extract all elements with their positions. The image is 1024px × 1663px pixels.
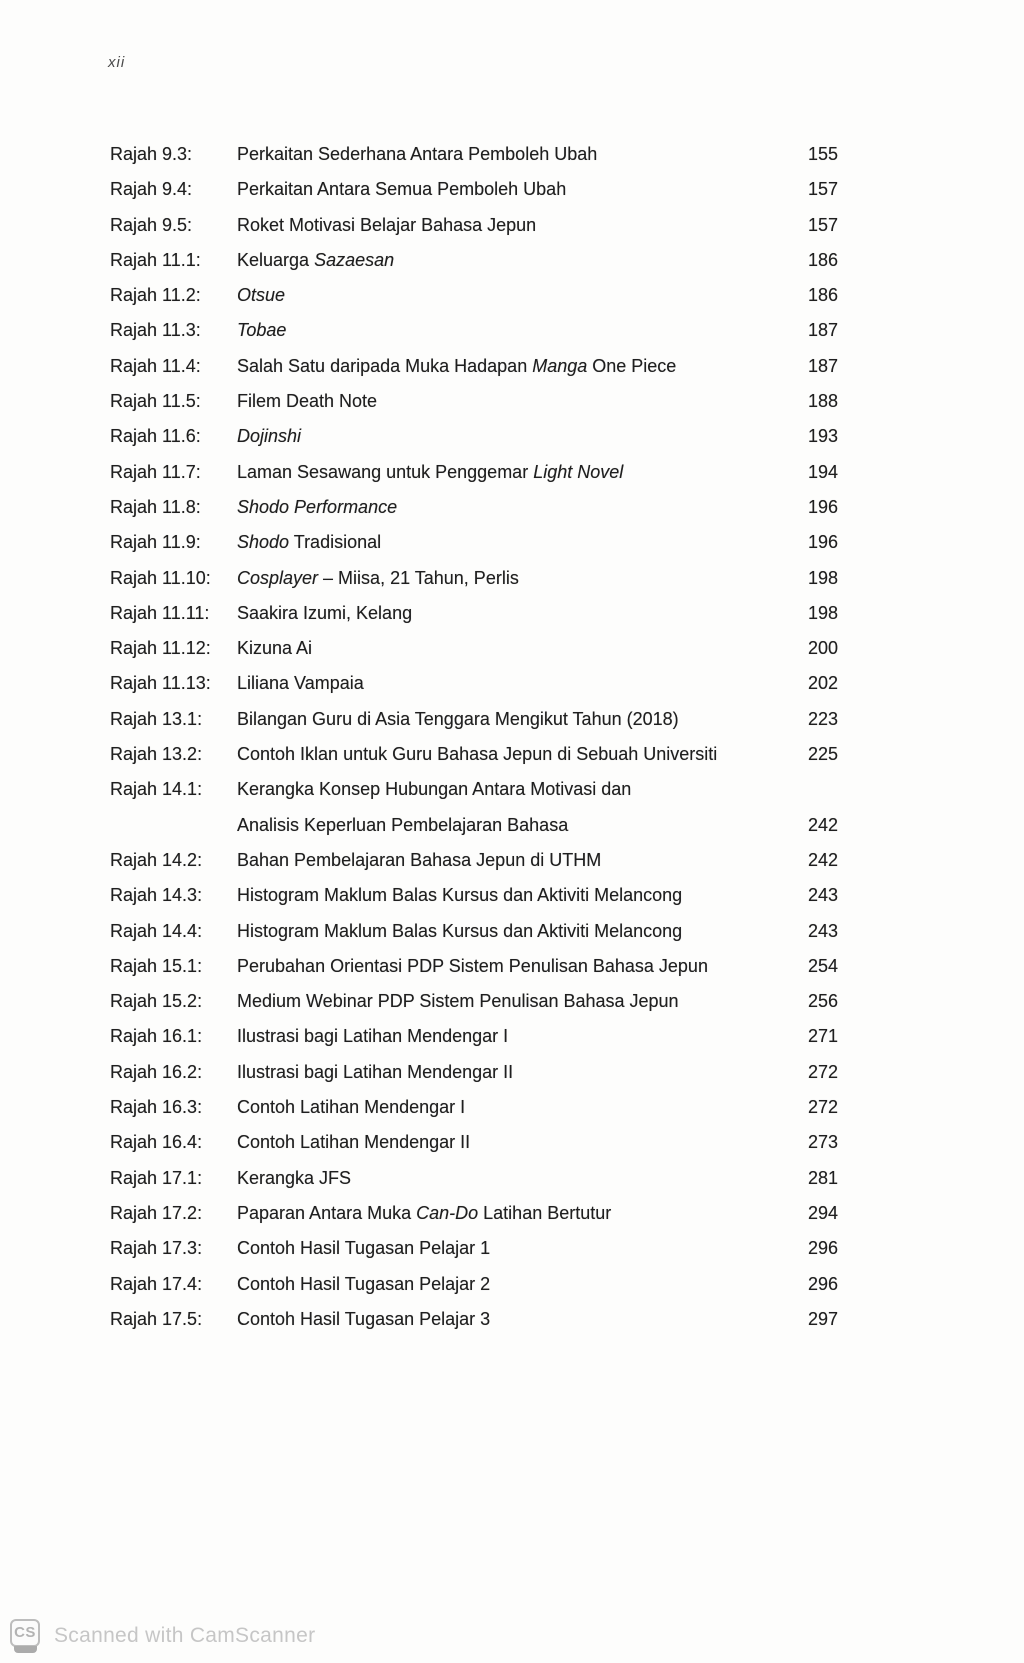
figure-title: Laman Sesawang untuk Penggemar Light Novel xyxy=(237,461,624,482)
figure-page-number: 271 xyxy=(807,1026,838,1047)
figure-list-row xyxy=(110,455,838,490)
figure-list-row xyxy=(110,490,838,525)
figure-label: Rajah 14.1: xyxy=(110,779,203,800)
figure-title: Otsue xyxy=(237,285,286,306)
figure-label: Rajah 14.3: xyxy=(110,885,203,906)
figure-list-row xyxy=(110,737,838,772)
figure-title: Saakira Izumi, Kelang xyxy=(237,602,413,623)
figure-list-row xyxy=(110,914,838,949)
figure-list-row xyxy=(110,137,838,172)
figure-page-number: 157 xyxy=(807,179,838,200)
figure-page-number: 296 xyxy=(807,1273,838,1294)
figure-page-number: 254 xyxy=(807,955,838,976)
figure-title: Medium Webinar PDP Sistem Penulisan Bahasa Jepun xyxy=(237,991,679,1012)
figure-title: Kerangka Konsep Hubungan Antara Motivasi dan xyxy=(237,779,632,800)
figure-label: Rajah 11.4: xyxy=(110,355,201,376)
figure-list-row xyxy=(110,1302,838,1337)
figure-page-number: 196 xyxy=(807,496,838,517)
figure-title: Contoh Latihan Mendengar I xyxy=(237,1097,466,1118)
figure-label: Rajah 14.2: xyxy=(110,849,203,870)
figure-title: Salah Satu daripada Muka Hadapan Manga One Piece xyxy=(237,355,677,376)
figure-title: Liliana Vampaia xyxy=(237,673,364,694)
page-number-roman: xii xyxy=(108,54,126,71)
figure-list-row xyxy=(110,1231,838,1266)
figure-label: Rajah 11.3: xyxy=(110,320,201,341)
figure-page-number: 187 xyxy=(807,355,838,376)
figure-label: Rajah 9.5: xyxy=(110,214,193,235)
figure-page-number: 243 xyxy=(807,885,838,906)
figure-label: Rajah 16.4: xyxy=(110,1132,203,1153)
cs-badge-tab xyxy=(14,1646,37,1653)
figure-label: Rajah 11.6: xyxy=(110,426,201,447)
figure-title: Ilustrasi bagi Latihan Mendengar II xyxy=(237,1061,514,1082)
figure-title: Histogram Maklum Balas Kursus dan Aktiviti Melancong xyxy=(237,885,683,906)
figure-title: Bahan Pembelajaran Bahasa Jepun di UTHM xyxy=(237,849,602,870)
figure-list-row xyxy=(110,419,838,454)
figure-list-row xyxy=(110,525,838,560)
figure-label: Rajah 17.3: xyxy=(110,1238,203,1259)
figure-list-row xyxy=(110,1196,838,1231)
camscanner-footer xyxy=(10,1619,315,1653)
figure-page-number: 193 xyxy=(807,426,838,447)
figure-label: Rajah 11.10: xyxy=(110,567,211,588)
figure-page-number: 272 xyxy=(807,1061,838,1082)
figure-title: Analisis Keperluan Pembelajaran Bahasa xyxy=(237,814,569,835)
figure-page-number: 186 xyxy=(807,249,838,270)
figure-title: Filem Death Note xyxy=(237,391,378,412)
figure-page-number: 198 xyxy=(807,567,838,588)
figure-title: Cosplayer – Miisa, 21 Tahun, Perlis xyxy=(237,567,519,588)
figure-page-number: 157 xyxy=(807,214,838,235)
figure-list-row xyxy=(110,1090,838,1125)
figure-list-row xyxy=(110,808,838,843)
figure-label: Rajah 17.1: xyxy=(110,1167,203,1188)
figure-list-row xyxy=(110,702,838,737)
figure-page-number: 223 xyxy=(807,708,838,729)
figure-title: Kerangka JFS xyxy=(237,1167,352,1188)
figure-title: Contoh Iklan untuk Guru Bahasa Jepun di Sebuah Universiti xyxy=(237,744,718,765)
figure-list-row xyxy=(110,772,838,807)
figure-title: Shodo Tradisional xyxy=(237,532,382,553)
figure-label: Rajah 14.4: xyxy=(110,920,203,941)
figure-label: Rajah 11.5: xyxy=(110,391,201,412)
figure-list-row xyxy=(110,984,838,1019)
figure-page-number: 243 xyxy=(807,920,838,941)
figure-list-row xyxy=(110,172,838,207)
cs-badge-label: CS xyxy=(10,1619,40,1647)
figure-title: Roket Motivasi Belajar Bahasa Jepun xyxy=(237,214,537,235)
figure-list-row xyxy=(110,596,838,631)
figure-title: Contoh Latihan Mendengar II xyxy=(237,1132,471,1153)
figure-list-row xyxy=(110,278,838,313)
figure-label: Rajah 11.12: xyxy=(110,638,211,659)
figure-page-number: 242 xyxy=(807,849,838,870)
figure-list-row xyxy=(110,949,838,984)
figure-list-row xyxy=(110,313,838,348)
figure-list-row xyxy=(110,666,838,701)
figure-title: Perkaitan Antara Semua Pemboleh Ubah xyxy=(237,179,567,200)
figure-list-row xyxy=(110,1161,838,1196)
figure-label: Rajah 17.4: xyxy=(110,1273,203,1294)
figure-label: Rajah 16.1: xyxy=(110,1026,203,1047)
figure-page-number: 272 xyxy=(807,1097,838,1118)
figure-label: Rajah 9.3: xyxy=(110,144,193,164)
figure-label: Rajah 11.1: xyxy=(110,249,201,270)
figure-page-number: 225 xyxy=(807,744,838,765)
figure-page-number: 256 xyxy=(807,991,838,1012)
figure-title: Shodo Performance xyxy=(237,496,398,517)
list-of-figures xyxy=(110,137,838,1337)
figure-title: Perkaitan Sederhana Antara Pemboleh Ubah xyxy=(237,144,598,164)
figure-page-number: 296 xyxy=(807,1238,838,1259)
figure-page-number: 202 xyxy=(807,673,838,694)
figure-list-row xyxy=(110,208,838,243)
figure-title: Tobae xyxy=(237,320,287,341)
figure-label: Rajah 11.13: xyxy=(110,673,211,694)
figure-label: Rajah 11.2: xyxy=(110,285,201,306)
figure-label: Rajah 16.2: xyxy=(110,1061,203,1082)
figure-page-number: 200 xyxy=(807,638,838,659)
figure-title: Histogram Maklum Balas Kursus dan Aktiviti Melancong xyxy=(237,920,683,941)
figure-list-row xyxy=(110,243,838,278)
figure-page-number: 242 xyxy=(807,814,838,835)
figure-title: Keluarga Sazaesan xyxy=(237,249,395,270)
figure-title: Contoh Hasil Tugasan Pelajar 3 xyxy=(237,1308,491,1329)
camscanner-logo-icon xyxy=(10,1619,42,1653)
figure-list-row xyxy=(110,349,838,384)
figure-title: Contoh Hasil Tugasan Pelajar 2 xyxy=(237,1273,491,1294)
figure-list-row xyxy=(110,561,838,596)
figure-label: Rajah 11.7: xyxy=(110,461,201,482)
figure-page-number: 297 xyxy=(807,1308,838,1329)
figure-page-number: 273 xyxy=(807,1132,838,1153)
figure-label: Rajah 11.9: xyxy=(110,532,201,553)
camscanner-footer-text: Scanned with CamScanner xyxy=(54,1624,316,1647)
figure-page-number: 194 xyxy=(807,461,838,482)
figure-label: Rajah 15.2: xyxy=(110,991,203,1012)
figure-page-number: 188 xyxy=(807,391,838,412)
figure-title: Bilangan Guru di Asia Tenggara Mengikut Tahun (2018) xyxy=(237,708,679,729)
figure-list-row xyxy=(110,1055,838,1090)
figure-label: Rajah 9.4: xyxy=(110,179,193,200)
figure-list-row xyxy=(110,1019,838,1054)
figure-list-row xyxy=(110,384,838,419)
figure-title: Contoh Hasil Tugasan Pelajar 1 xyxy=(237,1238,491,1259)
figure-page-number: 186 xyxy=(807,285,838,306)
figure-list-row xyxy=(110,878,838,913)
figure-label: Rajah 17.2: xyxy=(110,1202,203,1223)
figure-list-row xyxy=(110,1267,838,1302)
figure-title: Dojinshi xyxy=(237,426,302,447)
figure-page-number: 294 xyxy=(807,1202,838,1223)
figure-title: Perubahan Orientasi PDP Sistem Penulisan Bahasa Jepun xyxy=(237,955,708,976)
figure-label: Rajah 11.11: xyxy=(110,602,210,623)
figure-page-number: 187 xyxy=(807,320,838,341)
figure-label: Rajah 15.1: xyxy=(110,955,203,976)
figure-page-number: 281 xyxy=(807,1167,838,1188)
figure-page-number: 155 xyxy=(807,144,838,164)
figure-label: Rajah 16.3: xyxy=(110,1097,203,1118)
figure-label: Rajah 13.1: xyxy=(110,708,203,729)
figure-list-row xyxy=(110,843,838,878)
figure-label: Rajah 13.2: xyxy=(110,744,203,765)
figure-list-row xyxy=(110,1125,838,1160)
figure-title: Ilustrasi bagi Latihan Mendengar I xyxy=(237,1026,509,1047)
figure-list-row xyxy=(110,631,838,666)
figure-title: Paparan Antara Muka Can-Do Latihan Bertutur xyxy=(237,1202,612,1223)
figure-page-number: 196 xyxy=(807,532,838,553)
figure-label: Rajah 11.8: xyxy=(110,496,201,517)
figure-page-number: 198 xyxy=(807,602,838,623)
figure-title: Kizuna Ai xyxy=(237,638,313,659)
figure-label: Rajah 17.5: xyxy=(110,1308,203,1329)
